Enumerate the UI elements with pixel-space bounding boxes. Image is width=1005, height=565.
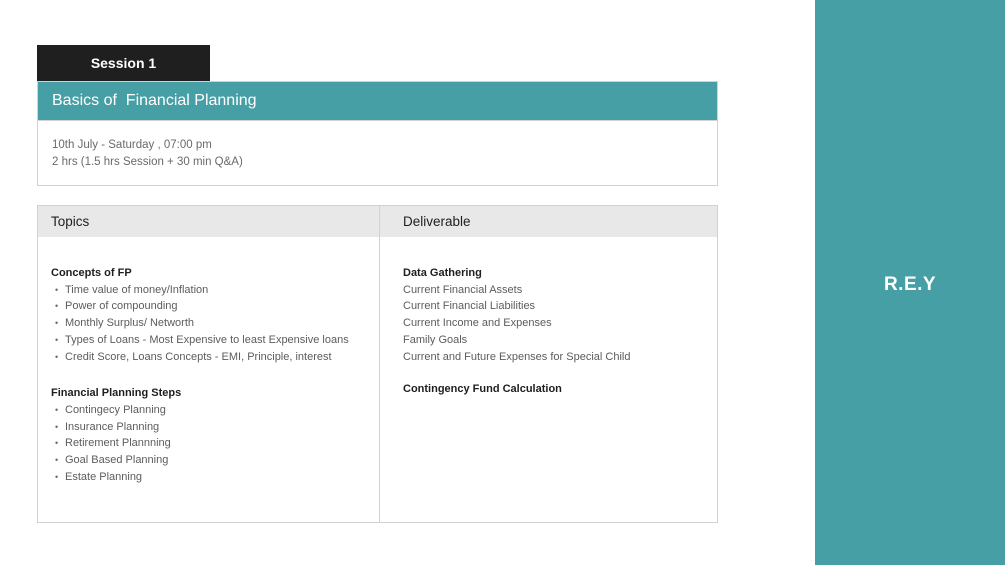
deliverable-list [403, 282, 717, 366]
session-title-bar [38, 82, 717, 121]
deliverable-body [380, 237, 717, 398]
session-label: Session 1 [90, 55, 157, 71]
list-item: • Power of compounding [51, 298, 379, 315]
session-title: Basics of Financial Planning [52, 92, 257, 109]
brand-logo: R.E.Y [883, 274, 937, 295]
spacer [51, 365, 379, 385]
deliverable-group-title: Contingency Fund Calculation [403, 383, 562, 396]
session-tab [37, 45, 210, 81]
topics-list [51, 402, 379, 486]
topics-group-title: Financial Planning Steps [51, 387, 182, 400]
session-date: 10th July - Saturday , 07:00 pm [52, 139, 212, 151]
list-item: • Types of Loans - Most Expensive to least Expensive loans [51, 332, 379, 349]
spacer [403, 365, 717, 381]
list-item: Current and Future Expenses for Special Child [403, 350, 631, 363]
list-item: Current Income and Expenses [403, 317, 552, 330]
list-item: • Insurance Planning [51, 419, 379, 436]
deliverable-header-label: Deliverable [403, 214, 471, 229]
topics-header-label: Topics [51, 214, 90, 229]
list-item: • Monthly Surplus/ Networth [51, 315, 379, 332]
session-duration: 2 hrs (1.5 hrs Session + 30 min Q&A) [52, 156, 243, 168]
topics-column [38, 206, 380, 522]
topics-header [38, 206, 379, 237]
list-item: Current Financial Liabilities [403, 300, 536, 313]
session-title-card [37, 81, 718, 186]
list-item: • Credit Score, Loans Concepts - EMI, Principle, interest [51, 349, 379, 366]
topics-body [38, 237, 379, 485]
list-item: • Estate Planning [51, 469, 379, 486]
deliverable-group-title: Data Gathering [403, 267, 482, 279]
brand-side-panel [815, 0, 1005, 565]
topics-list [51, 282, 379, 366]
list-item: Family Goals [403, 333, 468, 346]
session-details-table [37, 205, 718, 523]
list-item: • Retirement Plannning [51, 435, 379, 452]
list-item: • Contingecy Planning [51, 402, 379, 419]
deliverable-column [380, 206, 717, 522]
topics-group-title: Concepts of FP [51, 267, 132, 279]
list-item: • Goal Based Planning [51, 452, 379, 469]
session-info [38, 121, 717, 171]
list-item: Current Financial Assets [403, 283, 523, 296]
list-item: • Time value of money/Inflation [51, 282, 379, 299]
deliverable-header [380, 206, 717, 237]
